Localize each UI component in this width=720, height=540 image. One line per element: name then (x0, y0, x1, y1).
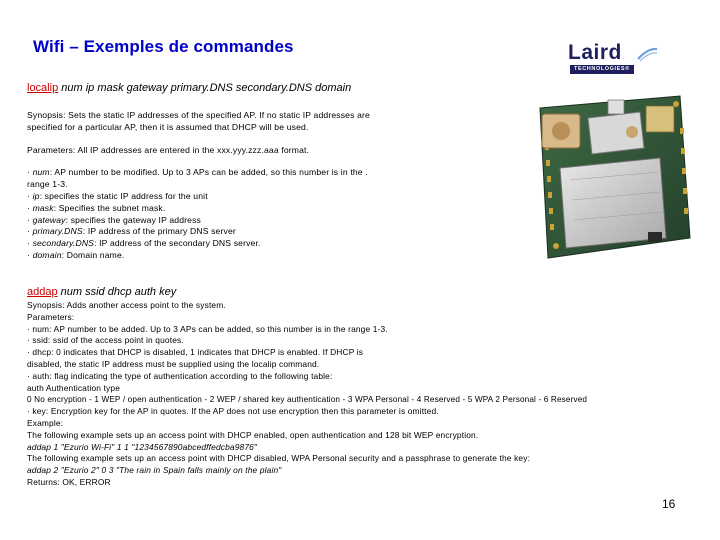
addap-keyword[interactable]: addap (27, 286, 58, 298)
addap-args: num ssid dhcp auth key (57, 286, 177, 298)
addap-line: Synopsis: Adds another access point to the system. (27, 300, 226, 310)
addap-returns: Returns: OK, ERROR (27, 476, 111, 487)
localip-synopsis-line2: specified for a particular AP, then it is assumed that DHCP will be used. (27, 121, 309, 132)
localip-keyword[interactable]: localip (27, 82, 59, 94)
slide-title: Wifi – Exemples de commandes (33, 37, 294, 56)
logo-brand: Laird (568, 41, 622, 64)
wifi-module-image (530, 88, 692, 264)
param-primary-dns: · primary.DNS: IP address of the primary DNS server (27, 226, 236, 237)
addap-line: disabled, the static IP address must be supplied using the localip command. (27, 358, 320, 369)
logo-tagline: TECHNOLOGIES® (570, 65, 634, 74)
laird-logo (562, 42, 660, 78)
localip-synopsis-line1: Synopsis: Sets the static IP addresses of the specified AP. If no static IP addresses are (27, 110, 370, 120)
addap-line: · dhcp: 0 indicates that DHCP is disabled, 1 indicates that DHCP is enabled. If DHCP is (27, 347, 364, 358)
addap-example1: addap 1 "Ezurio Wi-Fi" 1 1 "1234567890abcedffedcba9876" (27, 441, 258, 452)
localip-args: num ip mask gateway primary.DNS secondary.DNS domain (58, 82, 352, 94)
param-domain: · domain: Domain name. (27, 249, 125, 260)
addap-line: The following example sets up an access point with DHCP enabled, open authentication and 128 bit WEP encryption. (27, 429, 479, 440)
addap-line: · num: AP number to be added. Up to 3 APs can be added, so this number is in the range 1-3. (27, 323, 388, 334)
addap-command (27, 286, 176, 298)
localip-parameters: Parameters: All IP addresses are entered in the xxx.yyy.zzz.aaa format. (27, 144, 310, 155)
addap-line: · key: Encryption key for the AP in quotes. If the AP does not use encryption then this parameter is omitted. (27, 406, 439, 417)
param-num-cont: range 1-3. (27, 179, 68, 190)
addap-line: auth Authentication type (27, 382, 121, 393)
param-secondary-dns: · secondary.DNS: IP address of the secondary DNS server. (27, 238, 261, 249)
param-mask: · mask: Specifies the subnet mask. (27, 202, 166, 213)
addap-example2: addap 2 "Ezurio 2" 0 3 "The rain in Spain falls mainly on the plain" (27, 465, 282, 476)
addap-line: Parameters: (27, 311, 75, 322)
addap-auth-table: 0 No encryption - 1 WEP / open authentication - 2 WEP / shared key authentication - 3 WPA Personal - 4 Reserved - 5 WPA 2 Personal - 6 Reserved (27, 395, 588, 405)
addap-example2-intro: The following example sets up an access point with DHCP disabled, WPA Personal security and a passphrase to generate the key: (27, 453, 531, 464)
param-ip: · ip: specifies the static IP address for the unit (27, 190, 208, 201)
page-number: 16 (662, 497, 676, 511)
addap-description (27, 300, 587, 489)
addap-line: · auth: flag indicating the type of authentication according to the following table: (27, 370, 333, 381)
addap-line: Example: (27, 417, 64, 428)
logo-swoosh-icon (636, 46, 658, 62)
param-gateway: · gateway: specifies the gateway IP address (27, 214, 201, 225)
param-num: · num: AP number to be modified. Up to 3 APs can be added, so this number is in the . (27, 167, 368, 178)
localip-command (27, 82, 351, 94)
param-num-term: num (32, 167, 50, 178)
addap-line: · ssid: ssid of the access point in quotes. (27, 335, 184, 346)
localip-description (27, 110, 370, 262)
